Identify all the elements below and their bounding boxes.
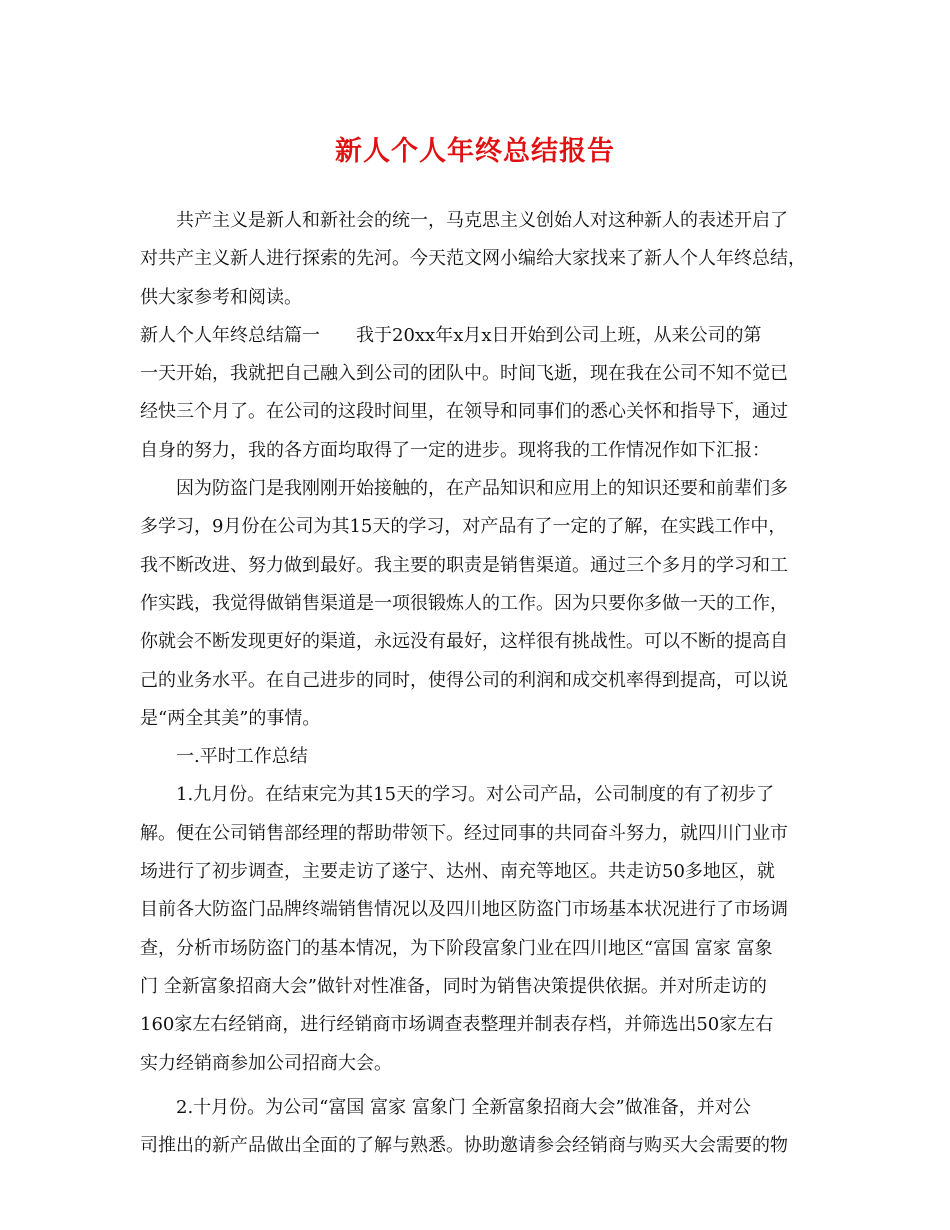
paragraph-line: 门 全新富象招商大会”做针对性准备，同时为销售决策提供依据。并对所走访的 xyxy=(140,975,767,997)
paragraph-line: 多学习，9月份在公司为其15天的学习，对产品有了一定的了解，在实践工作中， xyxy=(140,516,787,538)
paragraph-line: 1.九月份。在结束完为其15天的学习。对公司产品，公司制度的有了初步了 xyxy=(176,784,775,806)
paragraph-line: 实力经销商参加公司招商大会。 xyxy=(140,1052,392,1074)
paragraph-line: 经快三个月了。在公司的这段时间里，在领导和同事们的悉心关怀和指导下，通过 xyxy=(140,401,788,423)
paragraph-line: 供大家参考和阅读。 xyxy=(140,286,302,308)
paragraph-line: 场进行了初步调查，主要走访了遂宁、达州、南充等地区。共走访50多地区，就 xyxy=(140,861,775,883)
paragraph-line: 160家左右经销商，进行经销商市场调查表整理并制表存档，并筛选出50家左右 xyxy=(140,1014,774,1036)
paragraph-line: 作实践，我觉得做销售渠道是一项很锻炼人的工作。因为只要你多做一天的工作， xyxy=(140,592,788,614)
paragraph-line: 2.十月份。为公司“富国 富家 富象门 全新富象招商大会”做准备，并对公 xyxy=(176,1096,751,1118)
paragraph-line: 你就会不断发现更好的渠道，永远没有最好，这样很有挑战性。可以不断的提高自 xyxy=(140,631,788,653)
paragraph-line: 我不断改进、努力做到最好。我主要的职责是销售渠道。通过三个多月的学习和工 xyxy=(140,554,788,576)
document-body xyxy=(140,202,820,1165)
document-title: 新人个人年终总结报告 xyxy=(335,136,615,167)
paragraph-line: 因为防盗门是我刚刚开始接触的，在产品知识和应用上的知识还要和前辈们多 xyxy=(176,478,788,500)
paragraph-line: 对共产主义新人进行探索的先河。今天范文网小编给大家找来了新人个人年终总结， xyxy=(140,248,806,270)
paragraph-line: 目前各大防盗门品牌终端销售情况以及四川地区防盗门市场基本状况进行了市场调 xyxy=(140,899,788,921)
paragraph-line: 共产主义是新人和新社会的统一，马克思主义创始人对这种新人的表述开启了 xyxy=(176,210,788,231)
paragraph-line: 一天开始，我就把自己融入到公司的团队中。时间飞逝，现在我在公司不知不觉已 xyxy=(140,363,788,385)
paragraph-line: 司推出的新产品做出全面的了解与熟悉。协助邀请参会经销商与购买大会需要的物 xyxy=(140,1135,788,1157)
paragraph-line: 查，分析市场防盗门的基本情况，为下阶段富象门业在四川地区“富国 富家 富象 xyxy=(140,937,773,959)
paragraph-line: 解。便在公司销售部经理的帮助带领下。经过同事的共同奋斗努力，就四川门业市 xyxy=(140,822,788,844)
paragraph-line: 新人个人年终总结篇一 我于20xx年x月x日开始到公司上班，从来公司的第 xyxy=(140,324,762,346)
section-heading: 一.平时工作总结 xyxy=(176,746,308,768)
paragraph-line: 是“两全其美”的事情。 xyxy=(140,707,321,729)
paragraph-line: 自身的努力，我的各方面均取得了一定的进步。现将我的工作情况作如下汇报： xyxy=(140,439,770,461)
paragraph-line: 己的业务水平。在自己进步的同时，使得公司的利润和成交机率得到提高，可以说 xyxy=(140,669,788,691)
